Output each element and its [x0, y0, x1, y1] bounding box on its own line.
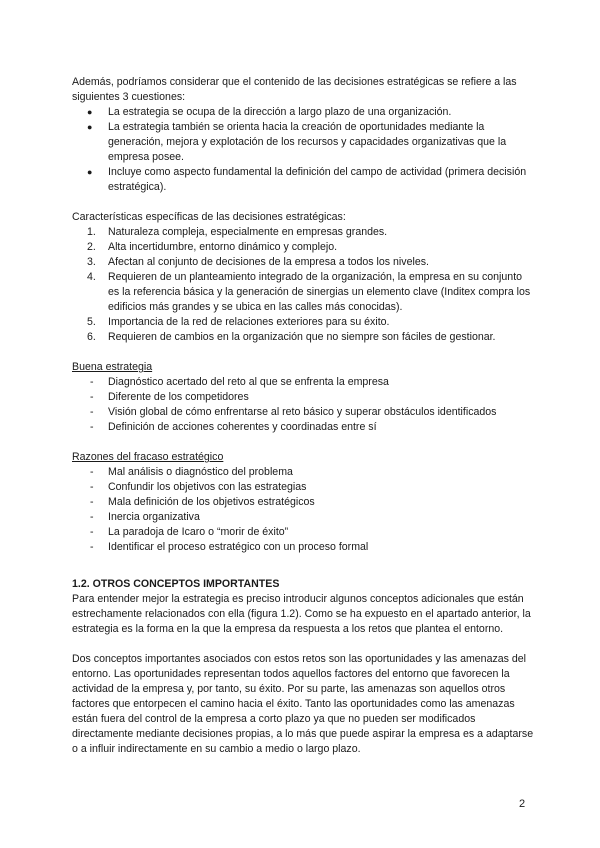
intro-bullet-list [72, 105, 534, 195]
list-item: - La paradoja de Icaro o “morir de éxito” [90, 526, 289, 538]
dash-marker: - [90, 541, 94, 553]
caracteristicas-list [72, 225, 534, 345]
intro-paragraph: Además, podríamos considerar que el contenido de las decisiones estratégicas se refiere a las siguientes 3 cuestiones: [72, 76, 517, 103]
section-paragraph-1: Para entender mejor la estrategia es preciso introducir algunos conceptos adicionales que están estrechamente relacionados con ella (figura 1.2). Como se ha expuesto en el apartado anterior, la estrategia es la forma en la que la empresa da respuesta a los retos que plantea el entorno. [72, 593, 531, 635]
caracteristicas-heading: Características específicas de las decisiones estratégicas: [72, 211, 346, 223]
bullet-icon: ● [87, 122, 93, 132]
list-item: - Identificar el proceso estratégico con un proceso formal [90, 541, 369, 553]
list-item: - Mal análisis o diagnóstico del problema [90, 466, 293, 478]
list-item: - Mala definición de los objetivos estratégicos [90, 496, 315, 508]
list-item: 2. Alta incertidumbre, entorno dinámico y complejo. [87, 241, 338, 253]
list-item: - Diferente de los competidores [90, 391, 249, 403]
list-item: - Diagnóstico acertado del reto al que se enfrenta la empresa [90, 376, 389, 388]
list-item: 6. Requieren de cambios en la organización que no siempre son fáciles de gestionar. [87, 331, 496, 343]
list-item: 1. Naturaleza compleja, especialmente en empresas grandes. [87, 226, 388, 238]
list-item: ● La estrategia también se orienta hacia la creación de oportunidades mediante la generación, mejora y explotación de los recursos y capacidades organizativas que la empresa posee. [87, 121, 507, 163]
dash-marker: - [90, 481, 94, 493]
dash-marker: - [90, 406, 94, 418]
section-heading: 1.2. OTROS CONCEPTOS IMPORTANTES [72, 578, 280, 590]
list-item: ● La estrategia se ocupa de la dirección a largo plazo de una organización. [87, 106, 452, 118]
list-item: ● Incluye como aspecto fundamental la definición del campo de actividad (primera decisión estratégica). [87, 166, 527, 193]
fracaso-list [72, 465, 534, 555]
dash-marker: - [90, 391, 94, 403]
bullet-icon: ● [87, 107, 93, 117]
fracaso-heading: Razones del fracaso estratégico [72, 451, 224, 463]
page-content [72, 75, 534, 757]
buena-estrategia-heading: Buena estrategia [72, 361, 153, 373]
dash-marker: - [90, 466, 94, 478]
dash-marker: - [90, 421, 94, 433]
list-item: - Inercia organizativa [90, 511, 200, 523]
section-paragraph-2: Dos conceptos importantes asociados con estos retos son las oportunidades y las amenazas del entorno. Las oportunidades representan todos aquellos factores del entorno que favorecen la actividad de la empresa y, por tanto, su éxito. Por su parte, las amenazas son aquellos otros factores que entorpecen el camino hacia el éxito. Tanto las oportunidades como las amenazas están fuera del control de la empresa a corto plazo ya que no pueden ser modificados directamente mediante decisiones propias, a lo más que puede aspirar la empresa es a adaptarse o a influir indirectamente en su cambio a medio o largo plazo. [72, 653, 534, 755]
buena-estrategia-list [72, 375, 534, 435]
list-item: 4. Requieren de un planteamiento integrado de la organización, la empresa en su conjunto es la referencia básica y la generación de sinergias un elemento clave (Inditex compra los edificios más grandes y se ubica en las calles más conocidas). [87, 271, 531, 313]
list-item: - Visión global de cómo enfrentarse al reto básico y superar obstáculos identificados [90, 406, 497, 418]
list-item: 5. Importancia de la red de relaciones exteriores para su éxito. [87, 316, 390, 328]
bullet-icon: ● [87, 167, 93, 177]
dash-marker: - [90, 511, 94, 523]
list-item: - Confundir los objetivos con las estrategias [90, 481, 307, 493]
dash-marker: - [90, 496, 94, 508]
page-number: 2 [519, 798, 526, 810]
dash-marker: - [90, 376, 94, 388]
dash-marker: - [90, 526, 94, 538]
list-item: 3. Afectan al conjunto de decisiones de la empresa a todos los niveles. [87, 256, 429, 268]
list-item: - Definición de acciones coherentes y coordinadas entre sí [90, 421, 377, 433]
